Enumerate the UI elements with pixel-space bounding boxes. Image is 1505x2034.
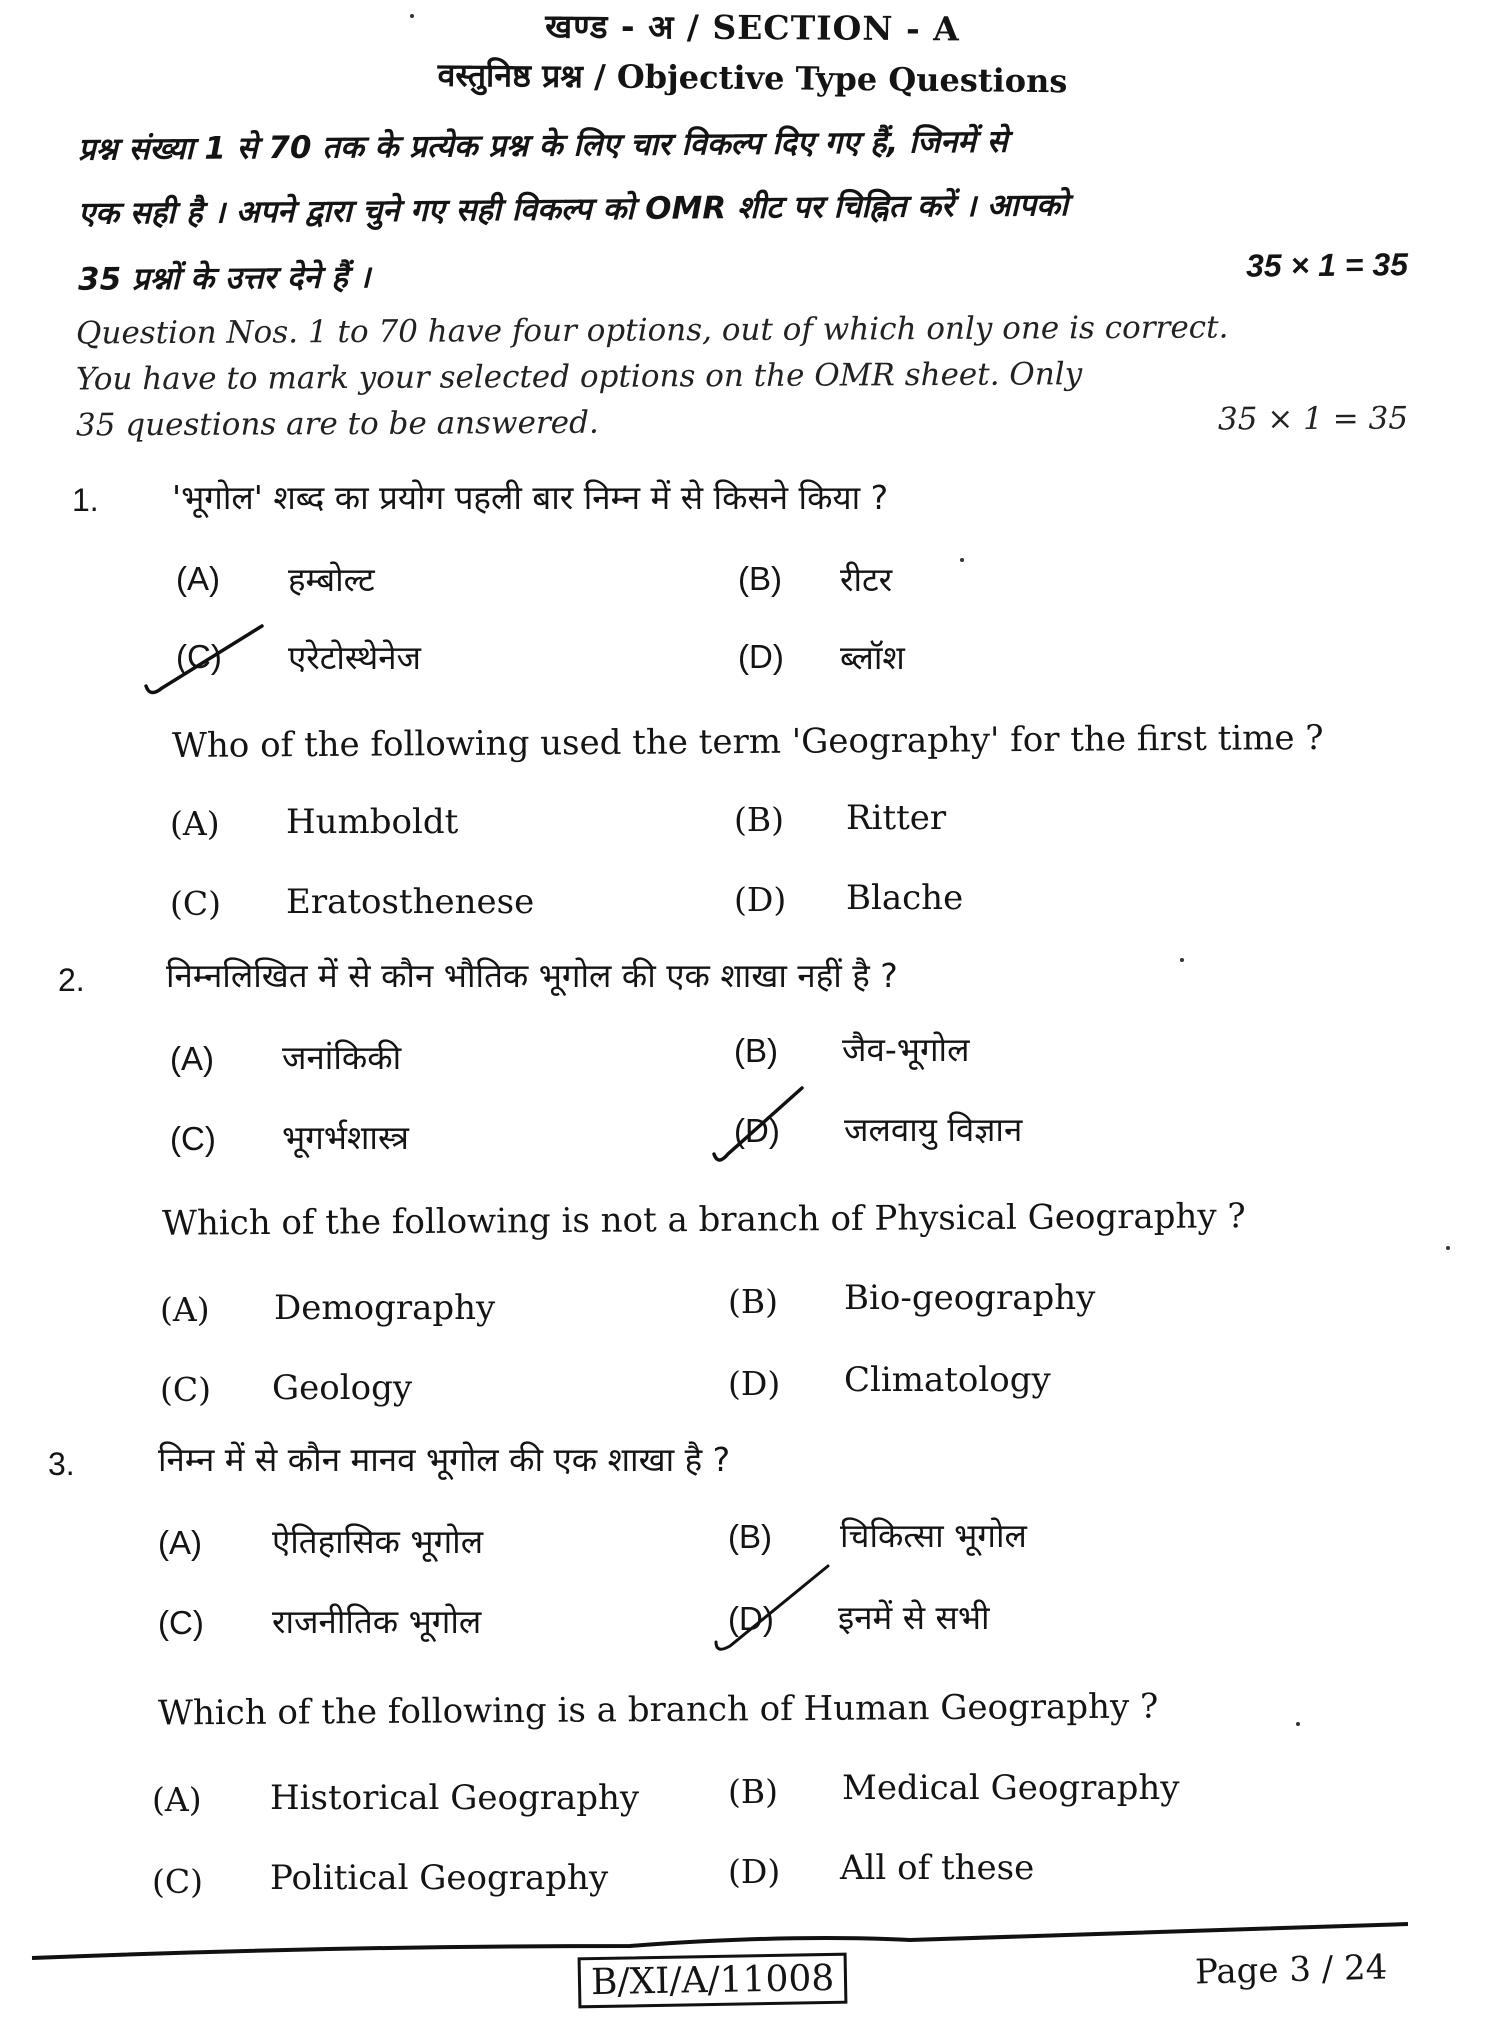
option-label: (A) bbox=[160, 1290, 210, 1329]
question-number: 3. bbox=[48, 1446, 75, 1482]
question-text-hindi: 'भूगोल' शब्द का प्रयोग पहली बार निम्न में से किसने किया ? bbox=[172, 478, 889, 517]
instructions-english-line-3 bbox=[76, 401, 1408, 444]
option-label: (D) bbox=[728, 1364, 781, 1403]
option-label: (A) bbox=[176, 560, 220, 597]
page-number: Page 3 / 24 bbox=[1194, 1947, 1388, 1993]
option-label: (D) bbox=[734, 880, 787, 919]
option-label: (B) bbox=[728, 1772, 778, 1811]
option-text-hindi: चिकित्सा भूगोल bbox=[840, 1516, 1027, 1555]
option-label: (B) bbox=[728, 1518, 772, 1555]
instructions-hindi-line-1 bbox=[78, 116, 1408, 170]
option-label: (C) bbox=[176, 638, 222, 675]
question-text-english: Which of the following is a branch of Human Geography ? bbox=[157, 1686, 1159, 1734]
section-heading-english: SECTION - A bbox=[712, 7, 960, 49]
section-heading bbox=[0, 0, 1505, 54]
subtitle-separator: / bbox=[582, 57, 618, 96]
option-text-hindi: ब्लॉश bbox=[840, 638, 905, 677]
option-text-english: Ritter bbox=[846, 798, 947, 838]
option-label: (C) bbox=[152, 1862, 203, 1901]
option-text-english: Medical Geography bbox=[842, 1768, 1180, 1808]
option-label: (D) bbox=[738, 638, 784, 675]
option-text-hindi: जलवायु विज्ञान bbox=[844, 1110, 1023, 1149]
option-label: (A) bbox=[170, 804, 220, 843]
option-text-hindi: एरेटोस्थेनेज bbox=[288, 638, 421, 677]
scan-speck bbox=[1296, 1722, 1300, 1726]
section-heading-hindi: खण्ड - अ bbox=[545, 6, 675, 47]
question-text-english: Which of the following is not a branch of Physical Geography ? bbox=[161, 1196, 1246, 1244]
marks-allocation-english: 35 × 1 = 35 bbox=[1217, 400, 1409, 438]
question-text-hindi: निम्नलिखित में से कौन भौतिक भूगोल की एक शाखा नहीं है ? bbox=[166, 956, 898, 995]
option-label: (A) bbox=[170, 1040, 214, 1077]
subtitle-english: Objective Type Questions bbox=[616, 57, 1068, 101]
question-number: 2. bbox=[58, 962, 85, 998]
marks-allocation-hindi: 35 × 1 = 35 bbox=[1245, 246, 1409, 284]
option-label: (C) bbox=[160, 1370, 211, 1409]
instructions-hindi-text: एक सही है । अपने द्वारा चुने गए सही विकल्प को OMR शीट पर चिह्नित करें । आपको bbox=[77, 187, 1069, 232]
option-label: (B) bbox=[728, 1282, 778, 1321]
option-text-english: Historical Geography bbox=[270, 1778, 640, 1818]
scan-speck bbox=[410, 14, 414, 18]
option-label: (C) bbox=[158, 1604, 204, 1641]
option-label: (B) bbox=[734, 800, 784, 839]
option-label: (D) bbox=[728, 1852, 781, 1891]
question-text-hindi: निम्न में से कौन मानव भूगोल की एक शाखा है ? bbox=[158, 1440, 731, 1479]
option-text-hindi: भूगर्भशास्त्र bbox=[282, 1118, 410, 1157]
option-text-english: Geology bbox=[272, 1368, 413, 1408]
scan-speck bbox=[1446, 1246, 1450, 1250]
instructions-hindi-text: प्रश्न संख्या 1 से 70 तक के प्रत्येक प्रश्न के लिए चार विकल्प दिए गए हैं, जिनमें से bbox=[77, 123, 1008, 168]
subtitle-hindi: वस्तुनिष्ठ प्रश्न bbox=[437, 55, 584, 96]
option-text-hindi: राजनीतिक भूगोल bbox=[272, 1602, 482, 1641]
option-label: (A) bbox=[158, 1524, 202, 1561]
option-text-hindi: रीटर bbox=[840, 560, 893, 599]
option-text-english: Political Geography bbox=[270, 1858, 609, 1898]
instructions-english-line-2 bbox=[76, 355, 1408, 398]
option-text-english: Humboldt bbox=[286, 802, 459, 842]
option-text-hindi: ऐतिहासिक भूगोल bbox=[272, 1522, 484, 1561]
option-text-english: Eratosthenese bbox=[286, 882, 535, 922]
paper-code-box bbox=[578, 1953, 848, 2009]
option-text-hindi: इनमें से सभी bbox=[838, 1598, 990, 1637]
option-text-hindi: हम्बोल्ट bbox=[288, 560, 375, 599]
option-text-english: Blache bbox=[846, 878, 964, 918]
section-heading-separator: / bbox=[674, 7, 713, 47]
instructions-english-line-1 bbox=[76, 309, 1408, 352]
option-text-hindi: जैव-भूगोल bbox=[842, 1030, 970, 1069]
section-subtitle bbox=[0, 48, 1505, 107]
option-label: (A) bbox=[152, 1780, 202, 1819]
instructions-english-text: Question Nos. 1 to 70 have four options, out of which only one is correct. bbox=[75, 309, 1229, 352]
option-text-english: Climatology bbox=[844, 1360, 1051, 1400]
instructions-english-text: You have to mark your selected options on the OMR sheet. Only bbox=[75, 356, 1083, 398]
option-label: (C) bbox=[170, 884, 221, 923]
option-text-english: Bio-geography bbox=[844, 1278, 1096, 1318]
paper-code: B/XI/A/11008 bbox=[590, 1957, 835, 2004]
option-text-english: Demography bbox=[274, 1288, 496, 1328]
option-label: (B) bbox=[734, 1032, 778, 1069]
question-number: 1. bbox=[72, 482, 99, 518]
question-text-english: Who of the following used the term 'Geography' for the first time ? bbox=[171, 717, 1324, 767]
instructions-hindi-text: 35 प्रश्नों के उत्तर देने हैं । bbox=[77, 259, 371, 298]
scan-speck bbox=[1180, 958, 1184, 962]
scan-speck bbox=[960, 558, 964, 562]
option-label: (C) bbox=[170, 1120, 216, 1157]
option-label: (D) bbox=[734, 1112, 780, 1149]
instructions-english-text: 35 questions are to be answered. bbox=[75, 404, 599, 444]
option-label: (B) bbox=[738, 560, 782, 597]
option-text-english: All of these bbox=[840, 1848, 1035, 1888]
instructions-hindi-line-2 bbox=[78, 180, 1408, 234]
instructions-hindi-line-3 bbox=[78, 246, 1408, 300]
option-label: (D) bbox=[728, 1600, 774, 1637]
option-text-hindi: जनांकिकी bbox=[282, 1038, 402, 1077]
